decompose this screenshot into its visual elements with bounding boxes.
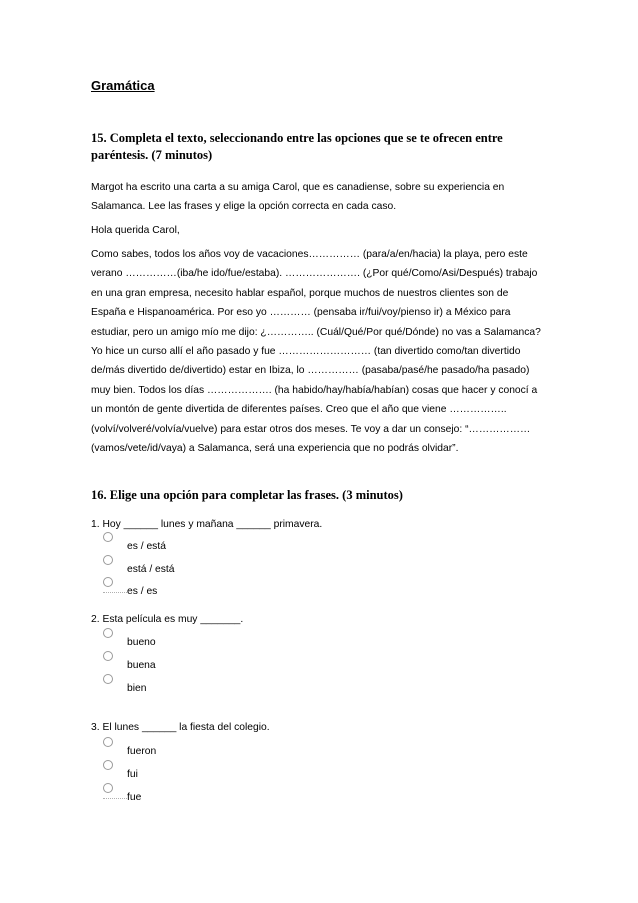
question-15-title-line1: 15. Completa el texto, seleccionando entre las opciones que se te ofrecen entre <box>91 131 503 145</box>
item-2-option-1[interactable] <box>103 628 303 650</box>
item-1-option-3[interactable] <box>103 577 303 599</box>
radio-button[interactable] <box>103 577 113 587</box>
question-15-title <box>91 130 551 164</box>
option-label: es / es <box>127 586 158 597</box>
radio-button[interactable] <box>103 532 113 542</box>
letter-greeting: Hola querida Carol, <box>91 225 180 236</box>
item-3-option-1[interactable] <box>103 737 303 759</box>
radio-button[interactable] <box>103 555 113 565</box>
option-label: bien <box>127 683 147 694</box>
option-rule <box>103 592 127 593</box>
question-15-title-line2: paréntesis. (7 minutos) <box>91 148 213 162</box>
radio-button[interactable] <box>103 760 113 770</box>
section-title: Gramática <box>91 78 155 93</box>
radio-button[interactable] <box>103 628 113 638</box>
option-label: está / está <box>127 564 175 575</box>
option-label: fui <box>127 769 138 780</box>
letter-body: Como sabes, todos los años voy de vacaciones…………… (para/a/en/hacia) la playa, pero este verano ……………(iba/he ido/fue/estaba). …………………. (¿Por qué/Como/Asi/Después) trabajo en una gran empresa, necesito hablar español, porque muchos de nuestros clientes son de España e Hispanoamérica. Por eso yo ………… (pensaba ir/fui/voy/pienso ir) a México para estudiar, pero un amigo mío me dijo: ¿………….. (Cuál/Qué/Por qué/Dónde) no vas a Salamanca? Yo hice un curso allí el año pasado y fue ……………………… (tan divertido como/tan divertido de/más divertido de/divertido) estar en Ibiza, lo …………… (pasaba/pasé/he pasado/ha pasado) muy bien. Todos los días ………………. (ha habido/hay/había/habían) cosas que hacer y conocí a un montón de gente divertida de diferentes países. Creo que el año que viene …………….. (volví/volveré/volvía/vuelve) para estar otros dos meses. Te voy a dar un consejo: “……………… (vamos/vete/id/vaya) a Salamanca, será una experiencia que no podrás olvidar”. <box>91 249 541 455</box>
item-1-stem: 1. Hoy ______ lunes y mañana ______ primavera. <box>91 519 323 530</box>
item-3-stem: 3. El lunes ______ la fiesta del colegio. <box>91 722 270 733</box>
item-2-option-3[interactable] <box>103 674 303 696</box>
item-3-option-3[interactable] <box>103 783 303 805</box>
radio-button[interactable] <box>103 783 113 793</box>
option-label: bueno <box>127 637 156 648</box>
item-2-option-2[interactable] <box>103 651 303 673</box>
option-label: fue <box>127 792 142 803</box>
radio-button[interactable] <box>103 651 113 661</box>
item-3-option-2[interactable] <box>103 760 303 782</box>
question-16-title: 16. Elige una opción para completar las frases. (3 minutos) <box>91 488 403 502</box>
item-1-option-1[interactable] <box>103 532 303 554</box>
radio-button[interactable] <box>103 674 113 684</box>
radio-button[interactable] <box>103 737 113 747</box>
option-label: buena <box>127 660 156 671</box>
item-1-option-2[interactable] <box>103 555 303 577</box>
option-label: fueron <box>127 746 157 757</box>
item-2-stem: 2. Esta película es muy _______. <box>91 614 244 625</box>
question-15-instructions: Margot ha escrito una carta a su amiga Carol, que es canadiense, sobre su experiencia en Salamanca. Lee las frases y elige la opción correcta en cada caso. <box>91 182 505 213</box>
option-label: es / está <box>127 541 166 552</box>
option-rule <box>103 798 127 799</box>
